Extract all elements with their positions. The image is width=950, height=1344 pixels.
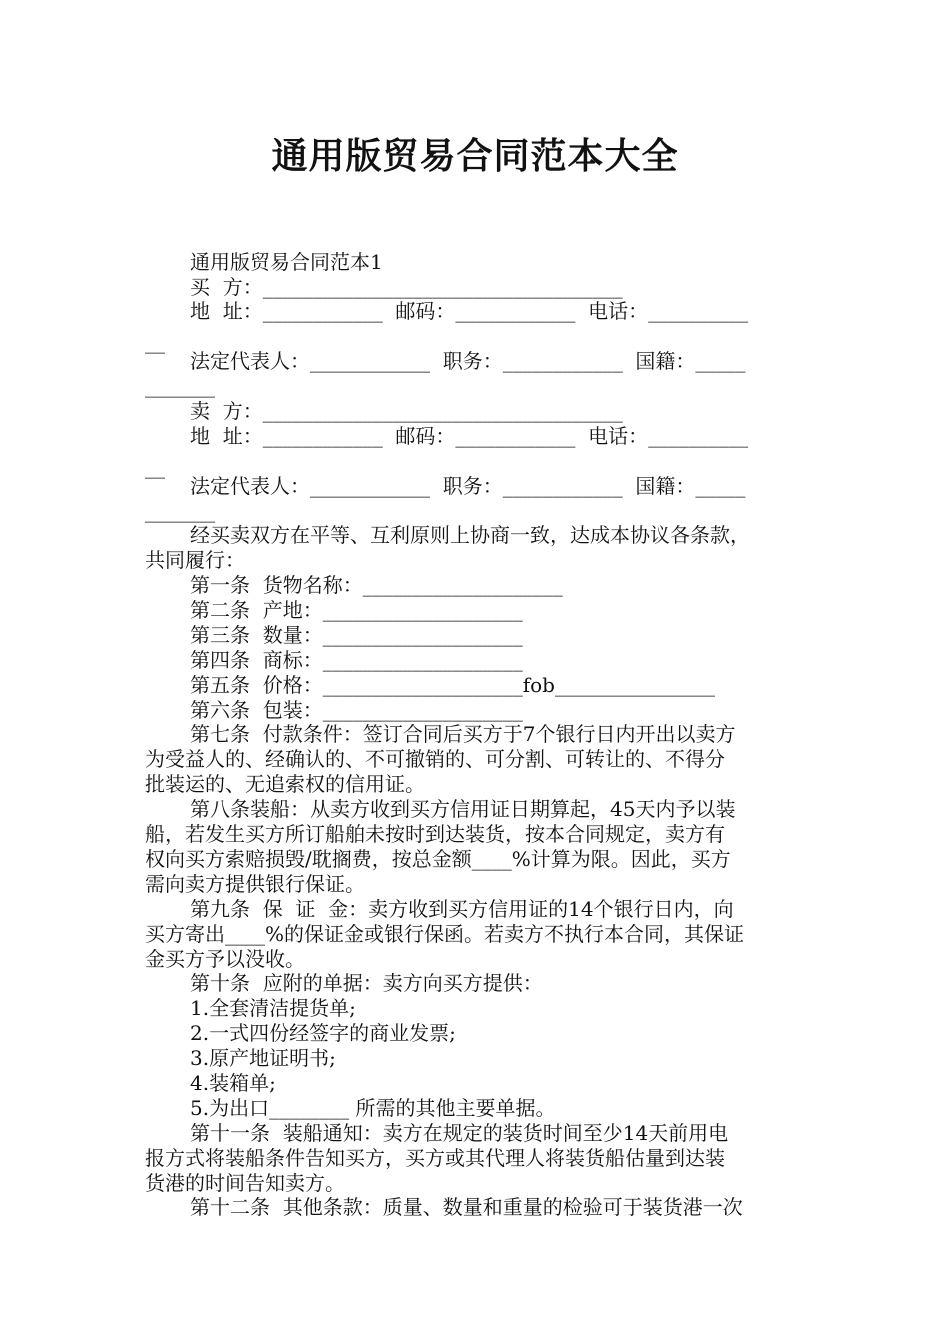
document-item-1: 1.全套清洁提货单;	[190, 996, 356, 1020]
article-1: 第一条 货物名称：____________________	[190, 573, 563, 597]
article-9-line: 金买方予以没收。	[145, 947, 305, 971]
article-8-line: 船，若发生买方所订船舶未按时到达装货，按本合同规定，卖方有	[145, 822, 725, 846]
article-5: 第五条 价格：____________________fob________________	[190, 673, 715, 697]
article-11-line: 报方式将装船条件告知买方，买方或其代理人将装货船估量到达装	[145, 1146, 725, 1170]
article-2: 第二条 产地：____________________	[190, 598, 523, 622]
buyer-address-wrap: __	[145, 330, 165, 354]
document-title: 通用版贸易合同范本大全	[271, 136, 679, 177]
article-6: 第六条 包装：____________________	[190, 698, 523, 722]
seller-address-line: 地 址：____________ 邮码：____________ 电话：__________	[190, 424, 749, 448]
article-12-line: 第十二条 其他条款：质量、数量和重量的检验可于装货港一次	[190, 1195, 743, 1219]
article-9-line: 第九条 保 证 金：卖方收到买方信用证的14个银行日内，向	[190, 897, 734, 921]
article-7-line: 为受益人的、经确认的、不可撤销的、可分割、可转让的、不得分	[145, 747, 725, 771]
preamble-line: 共同履行：	[145, 548, 245, 572]
article-8-line: 需向卖方提供银行保证。	[145, 872, 365, 896]
article-10: 第十条 应附的单据：卖方向买方提供：	[190, 971, 543, 995]
buyer-representative-wrap: _______	[145, 374, 215, 398]
article-9-line: 买方寄出____%的保证金或银行保函。若卖方不执行本合同，其保证	[145, 922, 745, 946]
preamble-line: 经买卖双方在平等、互利原则上协商一致，达成本协议各条款，	[190, 523, 750, 547]
seller-representative-line: 法定代表人：____________ 职务：____________ 国籍：_____	[190, 474, 746, 498]
seller-address-wrap: __	[145, 455, 165, 479]
buyer-line: 买 方：____________________________________	[190, 275, 623, 299]
document-item-2: 2.一式四份经签字的商业发票;	[190, 1021, 456, 1045]
article-7-line: 批装运的、无追索权的信用证。	[145, 772, 425, 796]
buyer-representative-line: 法定代表人：____________ 职务：____________ 国籍：_____	[190, 349, 746, 373]
article-3: 第三条 数量：____________________	[190, 623, 523, 647]
article-8-line: 权向买方索赔损毁/耽搁费，按总金额____%计算为限。因此，买方	[145, 847, 731, 871]
document-item-3: 3.原产地证明书;	[190, 1046, 336, 1070]
article-11-line: 第十一条 装船通知：卖方在规定的装货时间至少14天前用电	[190, 1121, 729, 1145]
seller-line: 卖 方：____________________________________	[190, 399, 623, 423]
document-item-4: 4.装箱单;	[190, 1071, 276, 1095]
contract-heading: 通用版贸易合同范本1	[190, 250, 383, 274]
buyer-address-line: 地 址：____________ 邮码：____________ 电话：__________	[190, 299, 749, 323]
article-4: 第四条 商标：____________________	[190, 648, 523, 672]
article-11-line: 货港的时间告知卖方。	[145, 1171, 345, 1195]
article-8-line: 第八条装船：从卖方收到买方信用证日期算起，45天内予以装	[190, 797, 736, 821]
document-item-5: 5.为出口________ 所需的其他主要单据。	[190, 1096, 556, 1120]
article-7-line: 第七条 付款条件：签订合同后买方于7个银行日内开出以卖方	[190, 722, 736, 746]
seller-representative-wrap: _______	[145, 499, 215, 523]
